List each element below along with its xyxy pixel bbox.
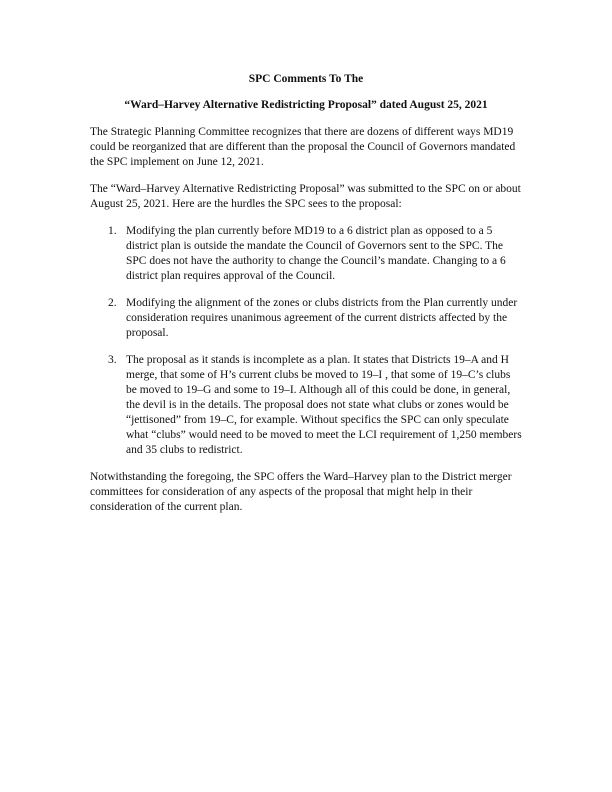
list-item [90, 353, 522, 458]
list-item-number: 2. [108, 297, 117, 309]
hurdles-list [90, 224, 522, 458]
intro-paragraph: The Strategic Planning Committee recognizes that there are dozens of different ways MD19 could be reorganized that are different than the proposal the Council of Governors mandated the SPC implement on June 12, 2021. [90, 126, 516, 168]
list-item-text: The proposal as it stands is incomplete as a plan. It states that Districts 19–A and H merge, that some of H’s current clubs be moved to 19–I , that some of 19–C’s clubs be moved to 19–G and some to 19–I. Although all of this could be done, in general, the devil is in the details. The proposal does not state what clubs or zones would be “jettisoned” from 19–C, for example. Without specifics the SPC can only speculate what “clubs” would need to be moved to meet the LCI requirement of 1,250 members and 35 clubs to redistrict. [126, 354, 522, 456]
list-item-text: Modifying the plan currently before MD19 to a 6 district plan as opposed to a 5 district plan is outside the mandate the Council of Governors sent to the SPC. The SPC does not have the authority to change the Council’s mandate. Changing to a 6 district plan requires approval of the Council. [126, 225, 506, 282]
submission-paragraph: The “Ward–Harvey Alternative Redistricting Proposal” was submitted to the SPC on or about August 25, 2021. Here are the hurdles the SPC sees to the proposal: [90, 183, 521, 210]
list-item-number: 3. [108, 354, 117, 366]
list-item-text: Modifying the alignment of the zones or clubs districts from the Plan currently under consideration requires unanimous agreement of the current districts affected by the proposal. [126, 297, 518, 339]
document-title: SPC Comments To The [248, 73, 364, 85]
document-body [90, 72, 522, 527]
list-item-number: 1. [108, 225, 117, 237]
closing-paragraph: Notwithstanding the foregoing, the SPC offers the Ward–Harvey plan to the District merger committees for consideration of any aspects of the proposal that might help in their consideration of the current plan. [90, 471, 512, 513]
document-subtitle: “Ward–Harvey Alternative Redistricting Proposal” dated August 25, 2021 [124, 99, 488, 111]
list-item [90, 296, 522, 341]
list-item [90, 224, 522, 284]
